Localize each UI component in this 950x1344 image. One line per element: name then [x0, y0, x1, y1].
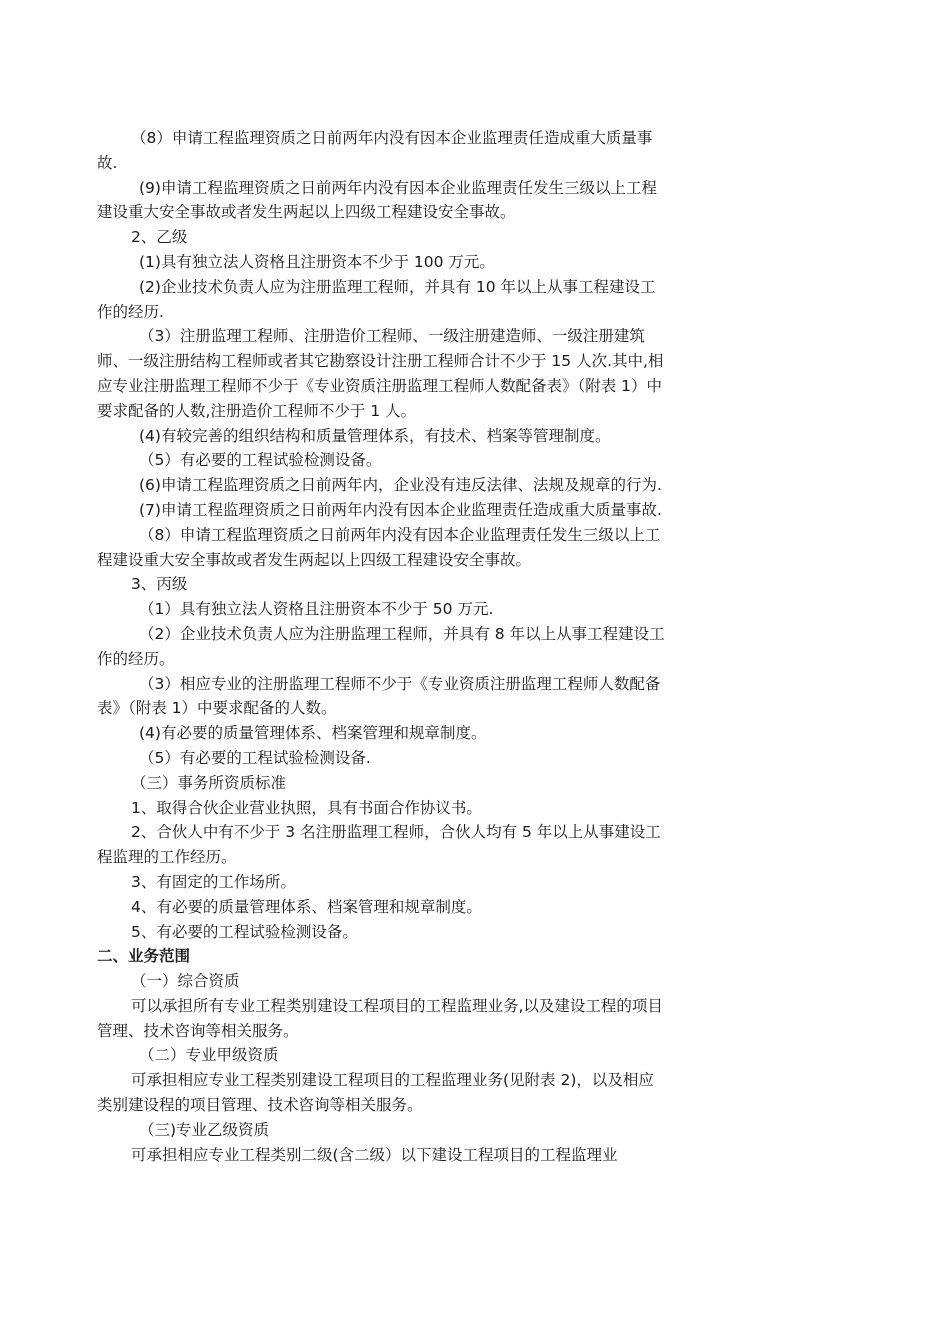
document-paragraph: （5）有必要的工程试验检测设备.	[139, 748, 371, 767]
document-paragraph: 4、有必要的质量管理体系、档案管理和规章制度。	[131, 897, 482, 916]
document-paragraph: 2、乙级	[131, 228, 188, 247]
document-paragraph: （三)专业乙级资质	[139, 1120, 270, 1139]
document-paragraph: 1、取得合伙企业营业执照，具有书面合作协议书。	[131, 798, 482, 817]
document-paragraph: （3）注册监理工程师、注册造价工程师、一级注册建造师、一级注册建筑师、一级注册结构工程师或者其它勘察设计注册工程师合计不少于 15 人次.其中,相应专业注册监理工程师不少于《专业资质注册监理工程师人数配备表》（附表 1）中要求配备的人数,注册造价工程师不少于 1 人。	[97, 327, 664, 420]
document-paragraph: 可以承担所有专业工程类别建设工程项目的工程监理业务,以及建设工程的项目管理、技术咨询等相关服务。	[97, 996, 663, 1040]
document-paragraph: （3）相应专业的注册监理工程师不少于《专业资质注册监理工程师人数配备表》（附表 1）中要求配备的人数。	[97, 674, 661, 718]
document-paragraph: （1）具有独立法人资格且注册资本不少于 50 万元.	[139, 600, 494, 619]
document-paragraph: 3、有固定的工作场所。	[131, 872, 296, 891]
document-paragraph: （一）综合资质	[131, 972, 240, 991]
document-paragraph: (6)申请工程监理资质之日前两年内，企业没有违反法律、法规及规章的行为.	[139, 476, 662, 495]
document-paragraph: （8）申请工程监理资质之日前两年内没有因本企业监理责任发生三级以上工程建设重大安全事故或者发生两起以上四级工程建设安全事故。	[97, 525, 661, 569]
document-paragraph: 3、丙级	[131, 575, 188, 594]
document-paragraph: （二）专业甲级资质	[139, 1046, 279, 1065]
document-paragraph: 5、有必要的工程试验检测设备。	[131, 922, 358, 941]
document-paragraph: （8）申请工程监理资质之日前两年内没有因本企业监理责任造成重大质量事故.	[97, 129, 653, 172]
document-paragraph: (4)有必要的质量管理体系、档案管理和规章制度。	[139, 724, 487, 743]
document-paragraph: (4)有较完善的组织结构和质量管理体系，有技术、档案等管理制度。	[139, 426, 611, 445]
document-paragraph: (7)申请工程监理资质之日前两年内没有因本企业监理责任造成重大质量事故.	[139, 500, 662, 519]
document-paragraph: 2、合伙人中有不少于 3 名注册监理工程师，合伙人均有 5 年以上从事建设工程监理的工作经历。	[97, 823, 661, 867]
document-paragraph: 可承担相应专业工程类别建设工程项目的工程监理业务(见附表 2)，以及相应类别建设程的项目管理、技术咨询等相关服务。	[97, 1071, 654, 1115]
document-paragraph: （2）企业技术负责人应为注册监理工程师，并具有 8 年以上从事工程建设工作的经历。	[97, 624, 665, 668]
document-paragraph: (1)具有独立法人资格且注册资本不少于 100 万元。	[139, 252, 495, 271]
document-paragraph: (9)申请工程监理资质之日前两年内没有因本企业监理责任发生三级以上工程建设重大安全事故或者发生两起以上四级工程建设安全事故。	[97, 178, 657, 222]
document-paragraph: (2)企业技术负责人应为注册监理工程师，并具有 10 年以上从事工程建设工作的经历.	[97, 277, 656, 321]
document-body	[97, 126, 669, 1167]
document-paragraph: （5）有必要的工程试验检测设备。	[139, 451, 382, 470]
section-heading: 二、业务范围	[97, 947, 191, 966]
document-paragraph: 可承担相应专业工程类别二级(含二级）以下建设工程项目的工程监理业	[131, 1145, 618, 1164]
document-paragraph: （三）事务所资质标准	[131, 773, 287, 792]
